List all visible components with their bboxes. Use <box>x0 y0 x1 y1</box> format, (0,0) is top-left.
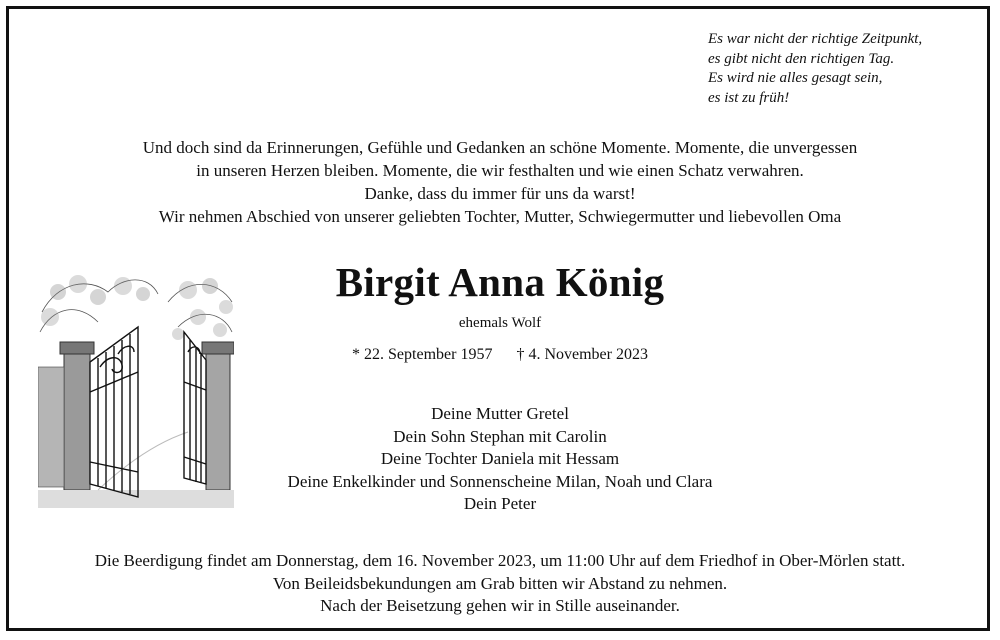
mourners-list <box>0 403 1000 516</box>
poem-line: es gibt nicht den richtigen Tag. <box>708 50 895 67</box>
mourner-line: Dein Sohn Stephan mit Carolin <box>393 426 607 446</box>
life-dates <box>0 346 1000 364</box>
mourner-line: Deine Enkelkinder und Sonnenscheine Milan, Noah und Clara <box>287 471 713 491</box>
mourner-line: Deine Mutter Gretel <box>431 404 569 423</box>
poem-line: es ist zu früh! <box>708 89 790 106</box>
intro-line: Wir nehmen Abschied von unserer geliebten Tochter, Mutter, Schwiegermutter und liebevollen Oma <box>158 207 842 226</box>
maiden-name: ehemals Wolf <box>458 315 542 331</box>
intro-line: Und doch sind da Erinnerungen, Gefühle und Gedanken an schöne Momente. Momente, die unvergessen <box>142 138 858 157</box>
mourner-line: Dein Peter <box>463 494 537 513</box>
poem-line: Es wird nie alles gesagt sein, <box>708 70 883 86</box>
intro-line: Danke, dass du immer für uns da warst! <box>364 184 636 203</box>
intro-text <box>0 136 1000 228</box>
funeral-info <box>0 550 1000 618</box>
funeral-info-line: Die Beerdigung findet am Donnerstag, dem 16. November 2023, um 11:00 Uhr auf dem Friedhof in Ober-Mörlen statt. <box>94 551 906 570</box>
poem <box>708 30 922 108</box>
poem-line: Es war nicht der richtige Zeitpunkt, <box>708 31 923 47</box>
mourner-line: Deine Tochter Daniela mit Hessam <box>380 449 620 468</box>
funeral-info-line: Von Beileidsbekundungen am Grab bitten wir Abstand zu nehmen. <box>272 573 728 593</box>
deceased-name: Birgit Anna König <box>335 259 665 305</box>
funeral-info-line: Nach der Beisetzung gehen wir in Stille auseinander. <box>320 596 680 615</box>
death-date: † 4. November 2023 <box>516 346 648 363</box>
birth-date: * 22. September 1957 <box>352 346 493 363</box>
intro-line: in unseren Herzen bleiben. Momente, die wir festhalten und wie einen Schatz verwahren. <box>196 161 804 180</box>
